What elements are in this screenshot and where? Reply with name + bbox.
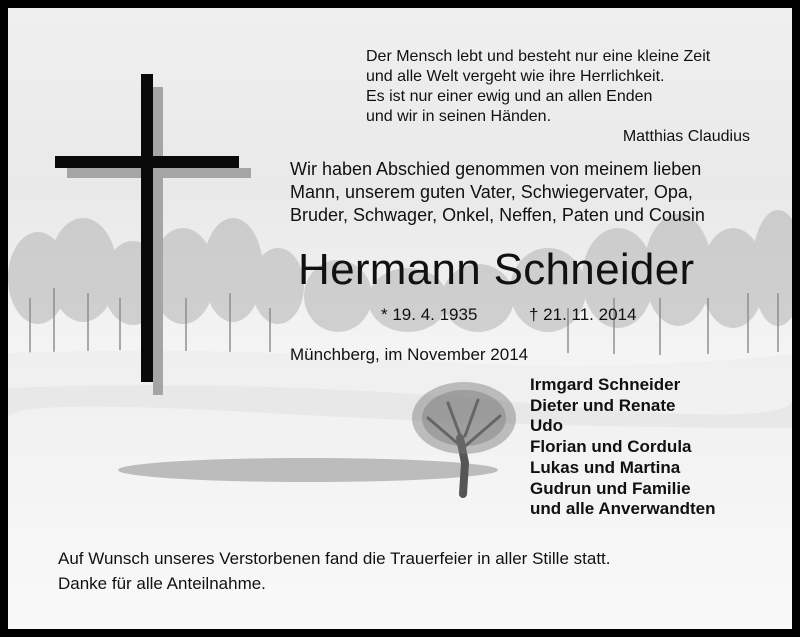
- mourner-name: Gudrun und Familie: [530, 478, 691, 498]
- mourners-list: [530, 375, 715, 520]
- announcement-line: Wir haben Abschied genommen von meinem lieben: [290, 159, 702, 179]
- mourner-name: Florian und Cordula: [530, 437, 692, 457]
- quote-line: Es ist nur einer ewig und an allen Enden: [366, 88, 653, 105]
- quote-line: Der Mensch lebt und besteht nur eine kleine Zeit: [366, 48, 711, 65]
- closing-line: Danke für alle Anteilnahme.: [58, 574, 266, 593]
- quote-block: [366, 47, 754, 147]
- announcement-line: Mann, unserem guten Vater, Schwiegervater, Opa,: [290, 182, 693, 202]
- mourner-name: Irmgard Schneider: [530, 375, 681, 394]
- deceased-name: Hermann Schneider: [298, 245, 695, 294]
- mourner-name: Udo: [530, 416, 564, 436]
- mourner-name: Dieter und Renate: [530, 395, 676, 415]
- death-date: † 21. 11. 2014: [529, 305, 637, 324]
- mourner-name: und alle Anverwandten: [530, 499, 716, 519]
- mourner-name: Lukas und Martina: [530, 457, 681, 477]
- quote-line: und alle Welt vergeht wie ihre Herrlichkeit.: [366, 68, 665, 85]
- quote-line: und wir in seinen Händen.: [366, 108, 552, 125]
- announcement-line: Bruder, Schwager, Onkel, Neffen, Paten und Cousin: [290, 205, 705, 225]
- place-date: Münchberg, im November 2014: [290, 345, 529, 364]
- birth-date: * 19. 4. 1935: [381, 305, 478, 324]
- quote-author: Matthias Claudius: [622, 128, 750, 145]
- closing-note: [58, 546, 610, 596]
- closing-line: Auf Wunsch unseres Verstorbenen fand die Trauerfeier in aller Stille statt.: [58, 549, 611, 568]
- announcement-text: [290, 158, 770, 227]
